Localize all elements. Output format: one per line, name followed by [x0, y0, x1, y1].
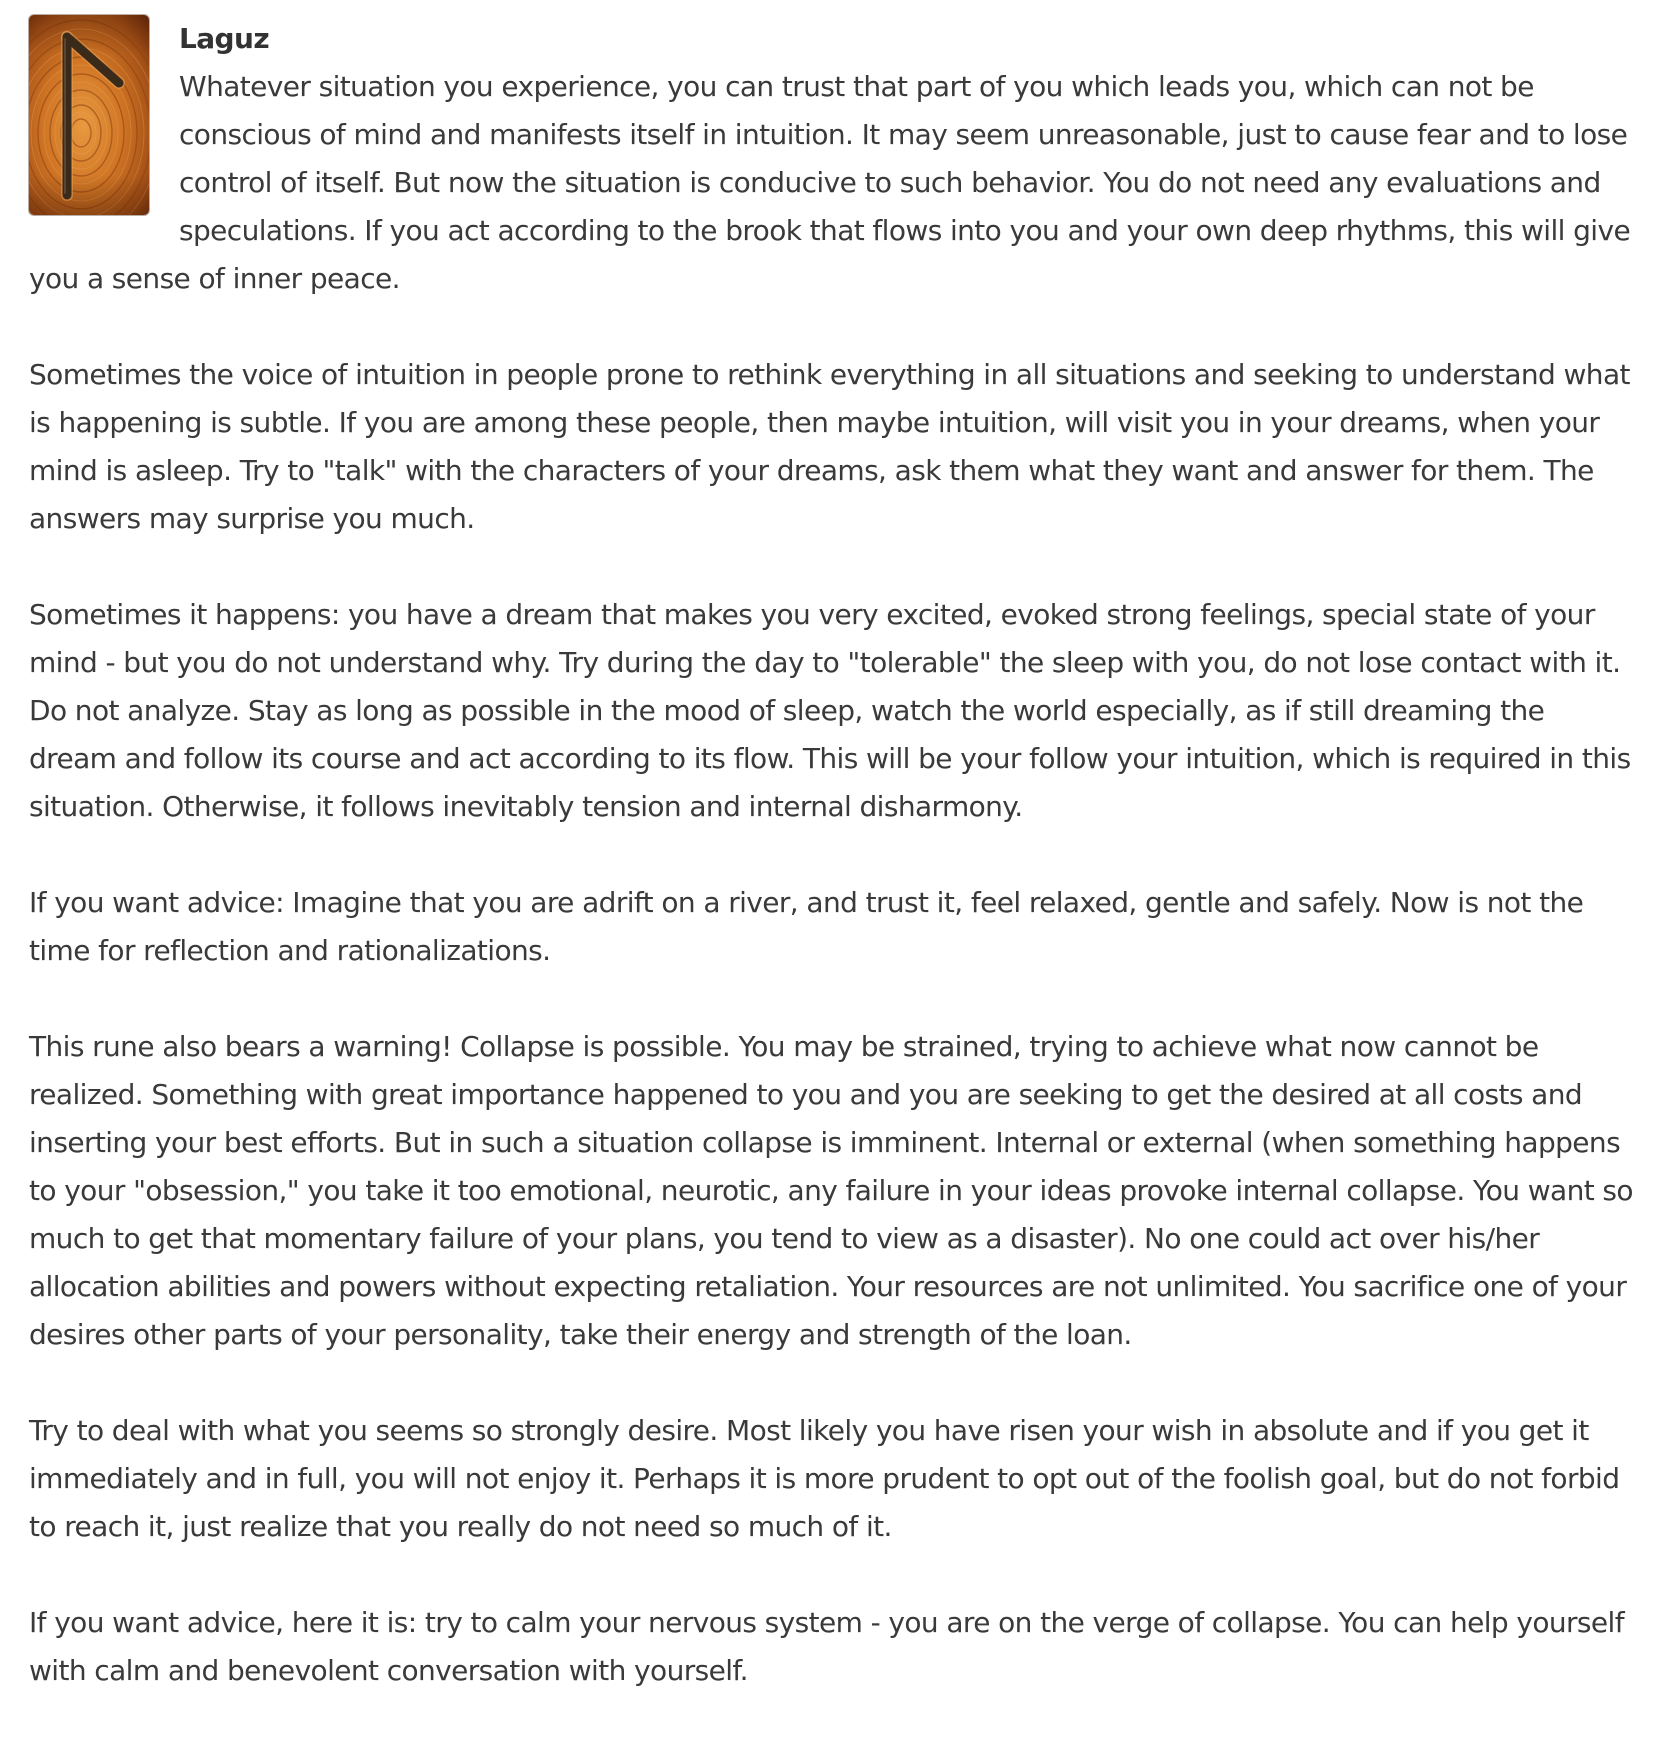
paragraph: This rune also bears a warning! Collapse is possible. You may be strained, trying to achieve what now cannot be realized. Something with great importance happened to you and you are seeking to get the desired at all costs and inserting your best efforts. But in such a situation collapse is imminent. Internal or external (when something happens to your "obsession," you take it too emotional, neurotic, any failure in your ideas provoke internal collapse. You want so much to get that momentary failure of your plans, you tend to view as a disaster). No one could act over his/her allocation abilities and powers without expecting retaliation. Your resources are not unlimited. You sacrifice one of your desires other parts of your personality, take their energy and strength of the loan. — [29, 1030, 1633, 1351]
paragraph: Sometimes the voice of intuition in people prone to rethink everything in all situations and seeking to understand what is happening is subtle. If you are among these people, then maybe intuition, will visit you in your dreams, when your mind is asleep. Try to "talk" with the characters of your dreams, ask them what they want and answer for them. The answers may surprise you much. — [29, 358, 1630, 535]
paragraph: Try to deal with what you seems so strongly desire. Most likely you have risen your wish in absolute and if you get it immediately and in full, you will not enjoy it. Perhaps it is more prudent to opt out of the foolish goal, but do not forbid to reach it, just realize that you really do not need so much of it. — [29, 1414, 1620, 1543]
laguz-rune-wood-tile-icon — [29, 15, 149, 215]
rune-article — [29, 15, 1639, 1695]
paragraph: If you want advice, here it is: try to calm your nervous system - you are on the verge of collapse. You can help yourself with calm and benevolent conversation with yourself. — [29, 1606, 1624, 1687]
paragraph: Sometimes it happens: you have a dream that makes you very excited, evoked strong feelings, special state of your mind - but you do not understand why. Try during the day to "tolerable" the sleep with you, do not lose contact with it. Do not analyze. Stay as long as possible in the mood of sleep, watch the world especially, as if still dreaming the dream and follow its course and act according to its flow. This will be your follow your intuition, which is required in this situation. Otherwise, it follows inevitably tension and internal disharmony. — [29, 598, 1631, 823]
rune-title: Laguz — [179, 22, 270, 55]
intro-paragraph — [29, 15, 1639, 303]
paragraph: If you want advice: Imagine that you are adrift on a river, and trust it, feel relaxed, gentle and safely. Now is not the time for reflection and rationalizations. — [29, 886, 1584, 967]
paragraph-text: Whatever situation you experience, you can trust that part of you which leads you, which can not be conscious of mind and manifests itself in intuition. It may seem unreasonable, just to cause fear and to lose control of itself. But now the situation is conducive to such behavior. You do not need any evaluations and speculations. If you act according to the brook that flows into you and your own deep rhythms, this will give you a sense of inner peace. — [29, 70, 1631, 295]
